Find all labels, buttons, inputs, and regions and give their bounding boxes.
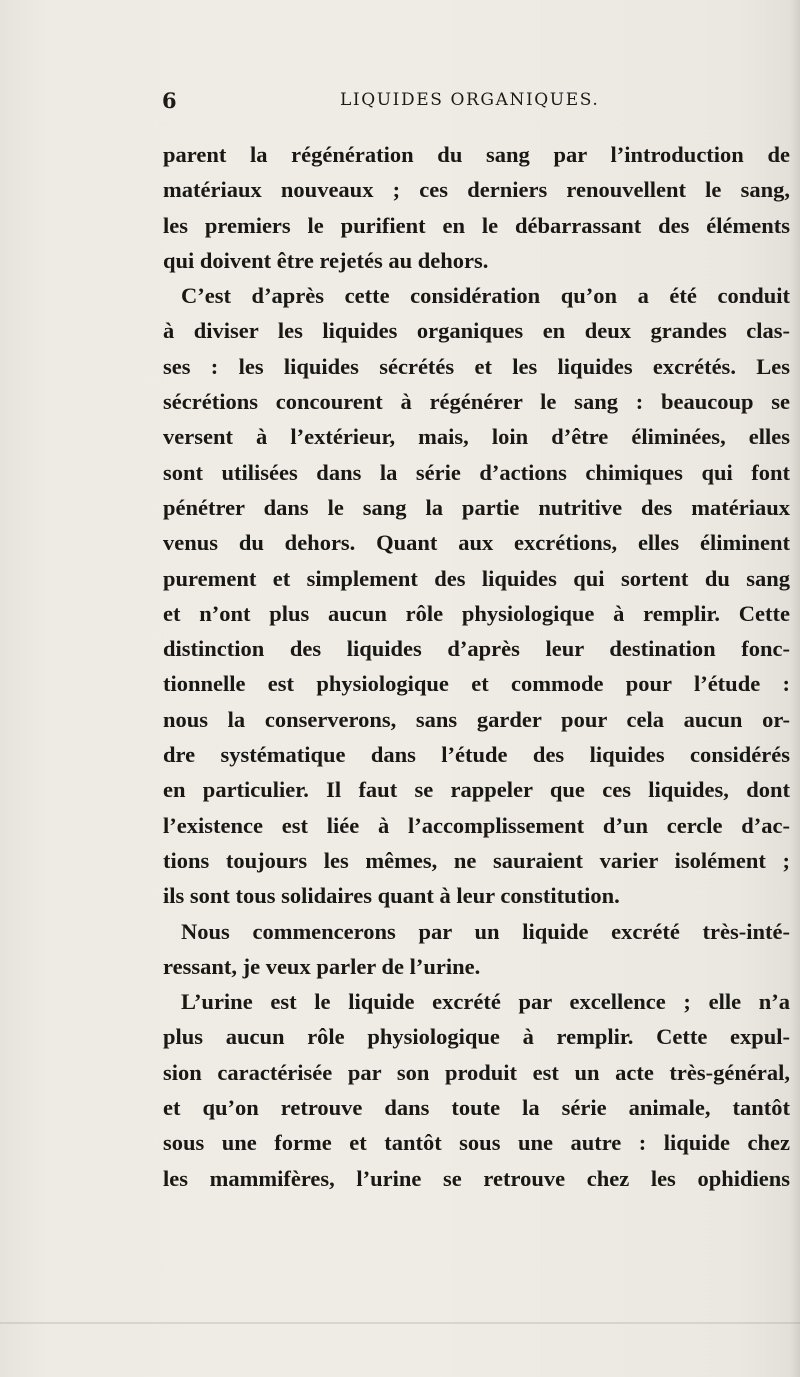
text-line: les premiers le purifient en le débarrassant des éléments xyxy=(163,212,790,238)
text-line: dre systématique dans l’étude des liquides considérés xyxy=(163,742,790,768)
text-line: les mammifères, l’urine se retrouve chez les ophidiens xyxy=(163,1165,790,1191)
running-title: LIQUIDES ORGANIQUES. xyxy=(340,90,600,110)
text-line: ressant, je veux parler de l’urine. xyxy=(163,953,481,979)
text-line: L’urine est le liquide excrété par excellence ; elle n’a xyxy=(181,989,790,1015)
page-edge-shadow xyxy=(790,0,800,1377)
text-line: parent la régénération du sang par l’introduction de xyxy=(163,142,790,167)
text-line: sion caractérisée par son produit est un acte très-général, xyxy=(163,1059,790,1085)
text-line: matériaux nouveaux ; ces derniers renouvellent le sang, xyxy=(163,177,790,203)
text-line: ses : les liquides sécrétés et les liquides excrétés. Les xyxy=(163,353,790,379)
page-header xyxy=(0,88,800,120)
text-line: sous une forme et tantôt sous une autre : liquide chez xyxy=(163,1130,790,1156)
text-line: en particulier. Il faut se rappeler que ces liquides, dont xyxy=(163,777,790,803)
text-line: plus aucun rôle physiologique à remplir. Cette expul- xyxy=(163,1024,790,1050)
text-line: C’est d’après cette considération qu’on a été conduit xyxy=(181,283,790,309)
text-line: ils sont tous solidaires quant à leur constitution. xyxy=(163,883,620,909)
page-crease xyxy=(0,1322,800,1324)
text-line: sont utilisées dans la série d’actions chimiques qui font xyxy=(163,459,790,485)
text-line: et qu’on retrouve dans toute la série animale, tantôt xyxy=(163,1095,790,1121)
text-line: nous la conserverons, sans garder pour cela aucun or- xyxy=(163,706,790,732)
text-line: tionnelle est physiologique et commode pour l’étude : xyxy=(163,671,790,697)
page-number: 6 xyxy=(162,88,177,113)
text-line: venus du dehors. Quant aux excrétions, elles éliminent xyxy=(163,530,790,556)
text-line: Nous commencerons par un liquide excrété très-inté- xyxy=(181,918,790,944)
text-line: à diviser les liquides organiques en deux grandes clas- xyxy=(163,318,790,344)
text-line: tions toujours les mêmes, ne sauraient varier isolément ; xyxy=(163,847,790,873)
text-line: distinction des liquides d’après leur destination fonc- xyxy=(163,636,790,662)
text-line: sécrétions concourent à régénérer le sang : beaucoup se xyxy=(163,389,790,415)
text-line: purement et simplement des liquides qui sortent du sang xyxy=(163,565,790,591)
text-line: qui doivent être rejetés au dehors. xyxy=(163,247,489,273)
body-text xyxy=(163,137,790,1196)
text-line: versent à l’extérieur, mais, loin d’être éliminées, elles xyxy=(163,424,790,450)
text-line: et n’ont plus aucun rôle physiologique à remplir. Cette xyxy=(163,600,790,626)
text-line: pénétrer dans le sang la partie nutritive des matériaux xyxy=(163,494,790,520)
text-line: l’existence est liée à l’accomplissement d’un cercle d’ac- xyxy=(163,812,790,838)
